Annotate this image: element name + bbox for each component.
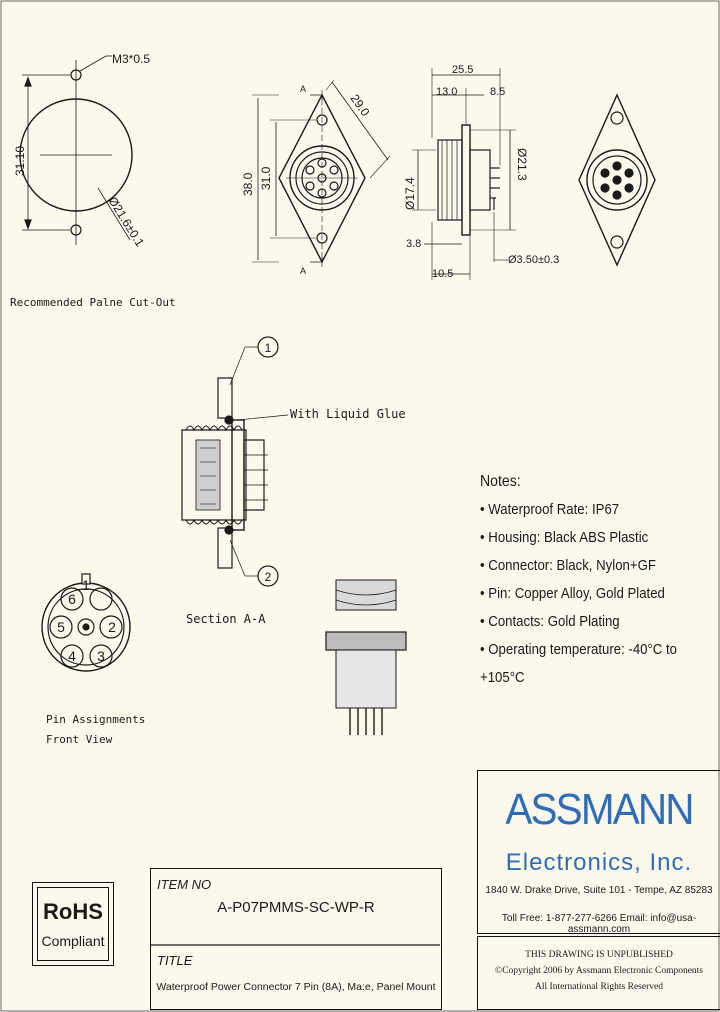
note-item: • Connector: Black, Nylon+GF (480, 557, 656, 574)
note-item: • Operating temperature: -40°C to +105°C (480, 641, 678, 686)
note-item: • Housing: Black ABS Plastic (480, 529, 649, 546)
company-address: 1840 W. Drake Drive, Suite 101 - Tempe, AZ 85283 (485, 885, 713, 896)
rohs-badge (32, 882, 114, 966)
side-rear-dim: 8.5 (490, 86, 506, 98)
legal-block (477, 936, 720, 1010)
note-item: • Contacts: Gold Plating (480, 613, 620, 630)
title-value: Waterproof Power Connector 7 Pin (8A), Ma:e, Panel Mount (156, 981, 436, 993)
front-inner-height-dim: 31.0 (259, 166, 273, 190)
product-image (326, 580, 406, 735)
side-base-dim: 10.5 (432, 268, 454, 280)
section-view (182, 337, 288, 586)
front-outer-height-dim: 38.0 (241, 172, 255, 196)
company-logo-name: ASSMANN (505, 785, 693, 834)
callout-1-label: 1 (264, 341, 272, 355)
side-flange-dim: 3.8 (406, 238, 422, 250)
side-body-dia-dim: Ø21.3 (515, 148, 529, 181)
pin-4-label: 4 (68, 648, 76, 664)
rohs-subtitle: Compliant (41, 933, 105, 949)
cutout-height-dim: 31.10 (13, 145, 27, 176)
section-mark-top: A (300, 84, 307, 94)
legal-line2: ©Copyright 2006 by Assmann Electronic Components (494, 966, 704, 976)
rear-view (579, 95, 655, 265)
note-item: • Waterproof Rate: IP67 (480, 501, 620, 518)
side-total-length-dim: 25.5 (452, 64, 474, 76)
section-caption: Section A-A (186, 612, 266, 626)
pin-caption-line1: Pin Assignments (46, 713, 146, 726)
title-label: TITLE (157, 953, 193, 968)
notes-block (480, 468, 691, 692)
legal-line1: THIS DRAWING IS UNPUBLISHED (525, 950, 673, 960)
rohs-title: RoHS (43, 899, 103, 924)
pin-3-label: 3 (97, 648, 105, 664)
side-thread-dia-dim: Ø17.4 (403, 177, 417, 210)
company-block (477, 770, 720, 934)
company-logo-subtitle: Electronics, Inc. (505, 849, 693, 876)
callout-2-label: 2 (264, 570, 272, 584)
pin-2-label: 2 (108, 619, 116, 635)
item-no-value: A-P07PMMS-SC-WP-R (217, 899, 375, 916)
cutout-thread-label: M3*0.5 (112, 52, 151, 66)
pin-6-label: 6 (68, 591, 76, 607)
company-contact: Toll Free: 1-877-277-6266 Email: info@usa-assmann.com (501, 913, 697, 935)
side-mount-hole-dim: Ø3.50±0.3 (508, 254, 560, 266)
item-no-label: ITEM NO (157, 877, 212, 892)
title-block (150, 868, 442, 1010)
glue-label: With Liquid Glue (290, 407, 406, 421)
cutout-caption: Recommended Palne Cut-Out (10, 296, 176, 309)
side-view (412, 68, 516, 280)
pin-caption-line2: Front View (46, 733, 113, 746)
cutout-diameter-dim: Ø21.6±0.1 (105, 194, 147, 250)
legal-line3: All International Rights Reserved (535, 982, 663, 992)
pin-1-label: 1 (82, 577, 90, 593)
note-item: • Pin: Copper Alloy, Gold Plated (480, 585, 665, 602)
side-front-dim: 13.0 (436, 86, 458, 98)
front-diagonal-dim: 29.0 (347, 91, 373, 119)
pin-5-label: 5 (57, 619, 65, 635)
section-mark-bottom: A (300, 266, 307, 276)
notes-title: Notes: (480, 473, 521, 490)
